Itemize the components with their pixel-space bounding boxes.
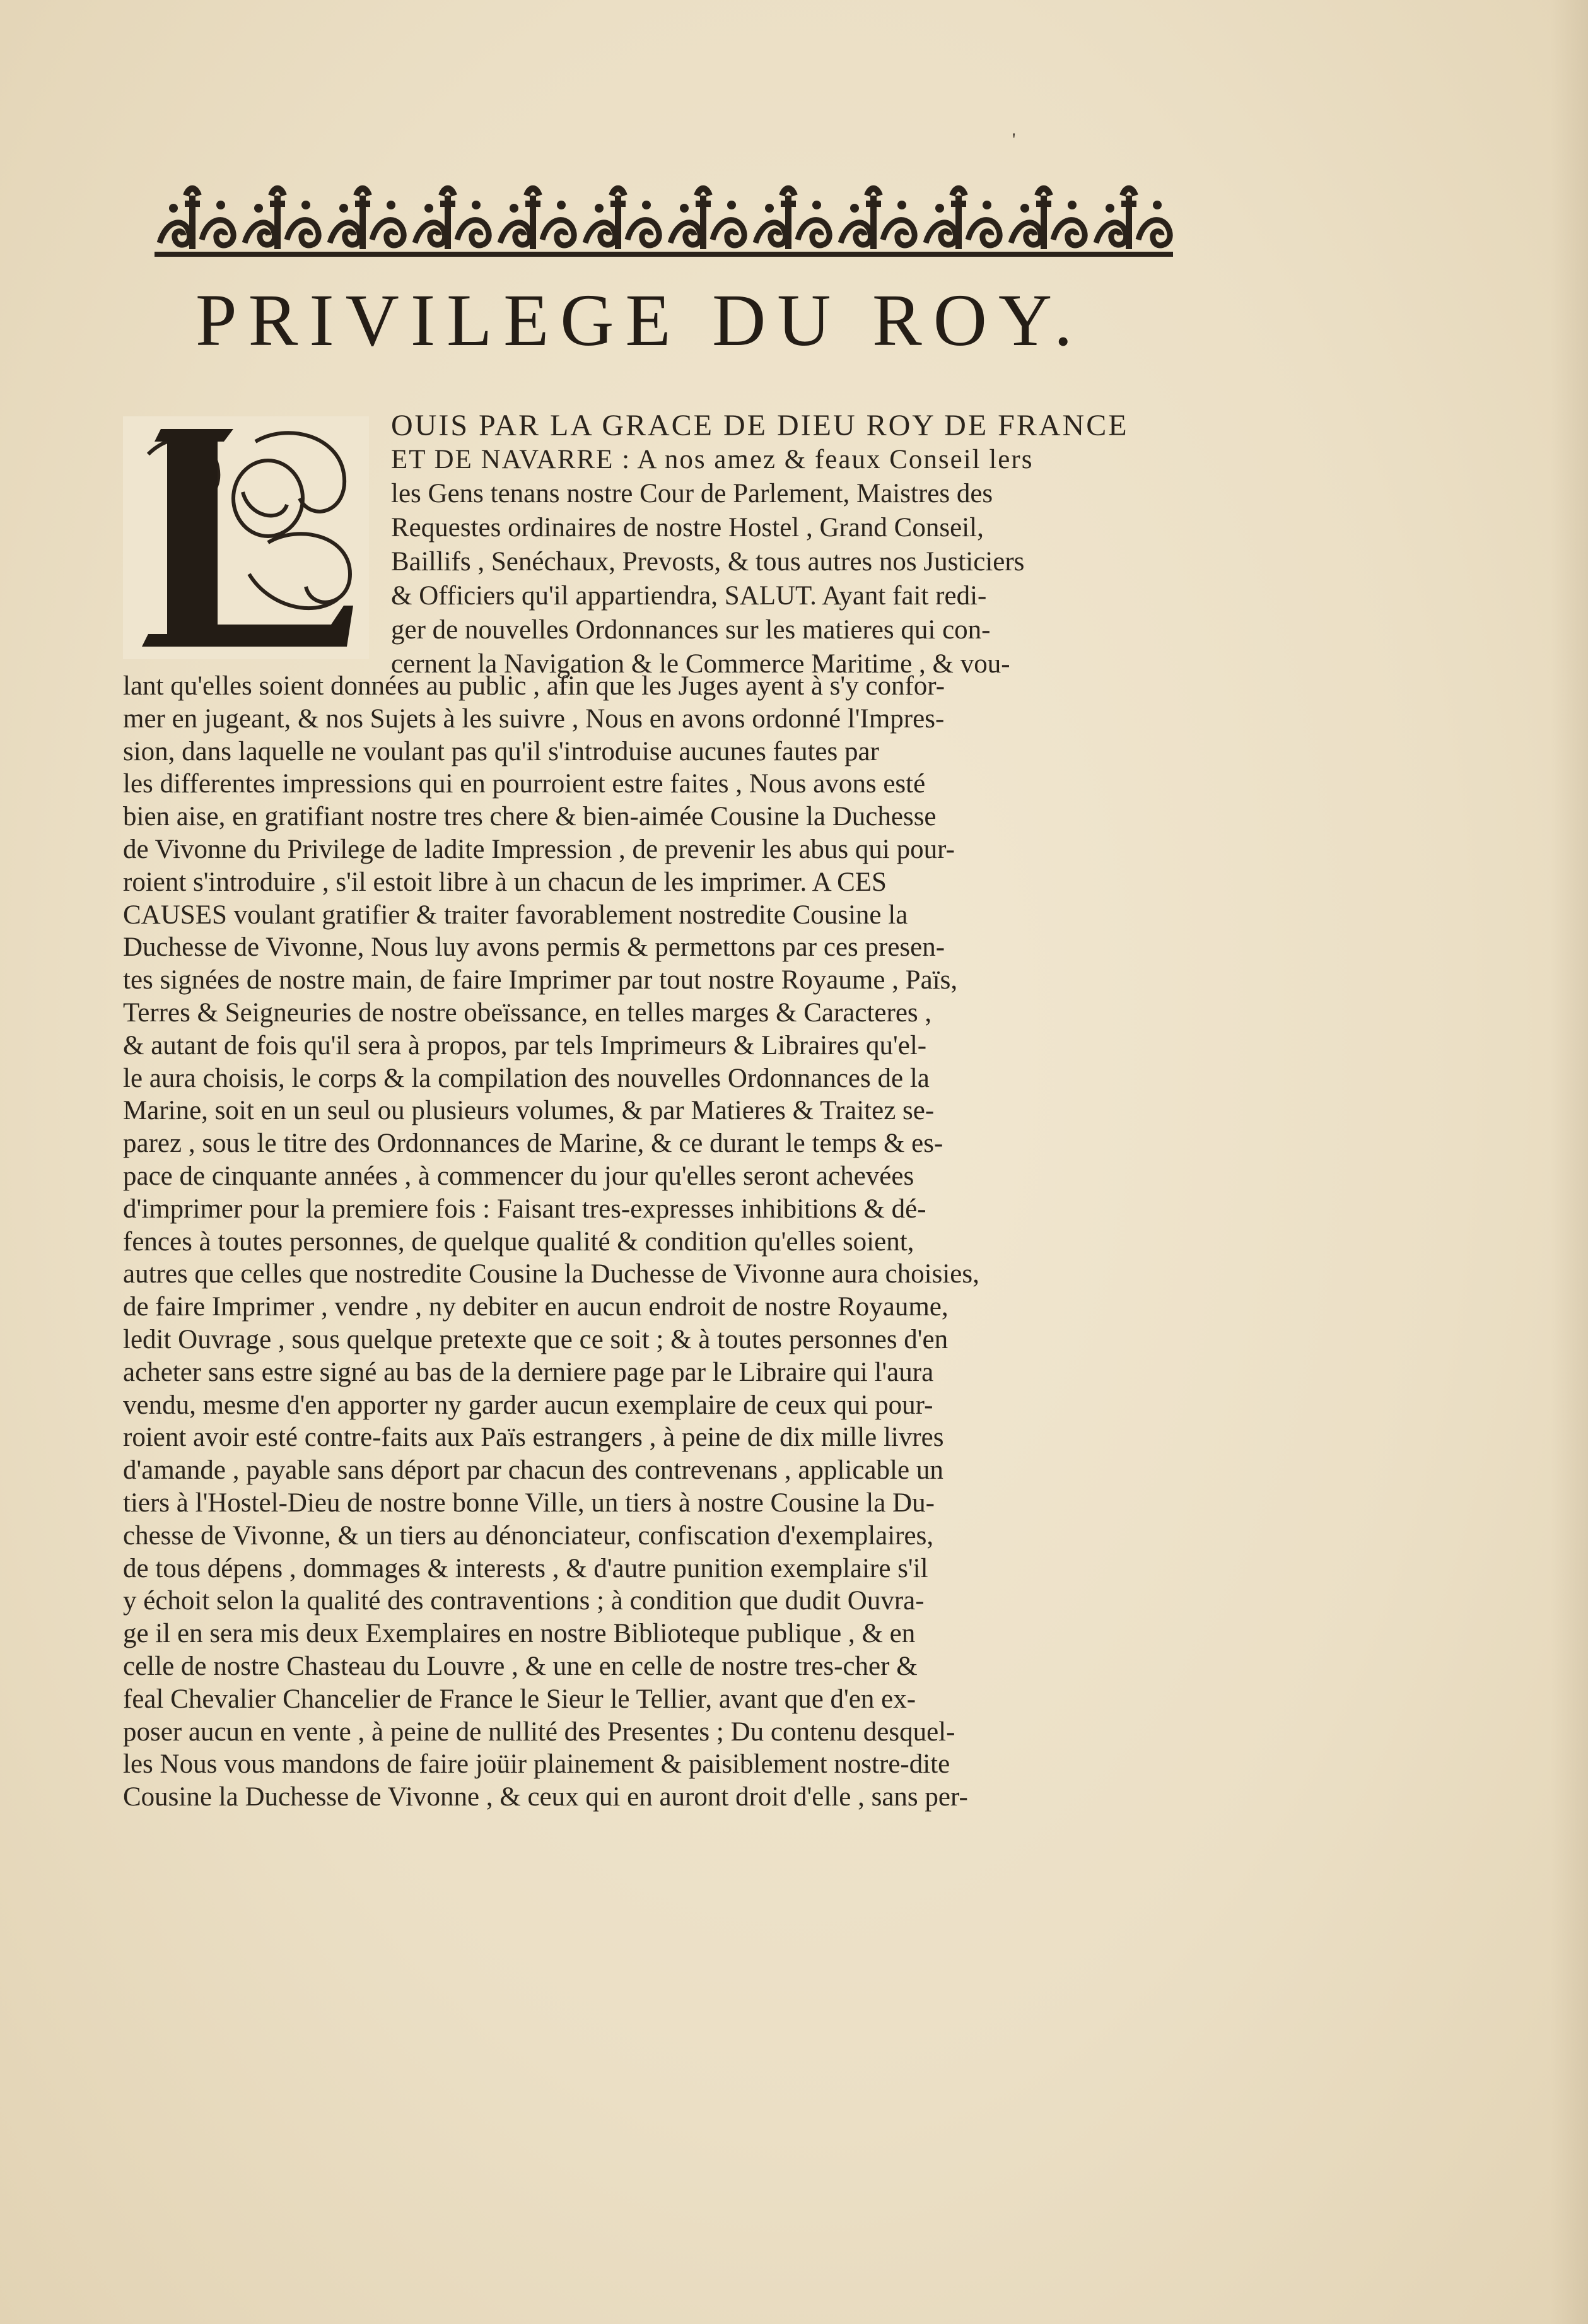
text-line: de Vivonne du Privilege de ladite Impression , de prevenir les abus qui pour-	[123, 834, 955, 864]
text-line: parez , sous le titre des Ordonnances de Marine, & ce durant le temps & es-	[123, 1129, 943, 1159]
text-line: le aura choisis, le corps & la compilation des nouvelles Ordonnances de la	[123, 1063, 930, 1093]
text-line: vendu, mesme d'en apporter ny garder aucun exemplaire de ceux qui pour-	[123, 1390, 933, 1420]
privilege-body-text	[123, 670, 1173, 1814]
text-line: tes signées de nostre main, de faire Imprimer par tout nostre Royaume , Païs,	[123, 965, 958, 995]
text-line: fences à toutes personnes, de quelque qualité & condition qu'elles soient,	[123, 1226, 914, 1257]
page-title: PRIVILEGE DU ROY.	[196, 279, 1084, 361]
page-edge-shadow	[1550, 0, 1588, 2324]
text-line: Cousine la Duchesse de Vivonne , & ceux qui en auront droit d'elle , sans per-	[123, 1782, 968, 1812]
text-line: sion, dans laquelle ne voulant pas qu'il s'introduise aucunes fautes par	[123, 736, 879, 766]
text-line: ledit Ouvrage , sous quelque pretexte que ce soit ; & à toutes personnes d'en	[123, 1324, 949, 1354]
head-line: ger de nouvelles Ordonnances sur les matieres qui con-	[391, 615, 991, 645]
decorated-dropcap	[123, 416, 369, 659]
head-line: & Officiers qu'il appartiendra, SALUT. Ayant fait redi-	[391, 581, 987, 611]
head-line: les Gens tenans nostre Cour de Parlement, Maistres des	[391, 479, 993, 508]
text-line: roient s'introduire , s'il estoit libre à un chacun de les imprimer. A CES	[123, 867, 887, 897]
head-line: Baillifs , Senéchaux, Prevosts, & tous autres nos Justiciers	[391, 547, 1025, 577]
text-line: roient avoir esté contre-faits aux Païs estrangers , à peine de dix mille livres	[123, 1423, 944, 1453]
page-mark: '	[1012, 129, 1016, 150]
text-line: les Nous vous mandons de faire joüir plainement & paisiblement nostre-dite	[123, 1749, 950, 1780]
text-line: mer en jugeant, & nos Sujets à les suivre , Nous en avons ordonné l'Impres-	[123, 703, 945, 734]
text-line: d'amande , payable sans déport par chacun des contrevenans , applicable un	[123, 1455, 943, 1486]
text-line: poser aucun en vente , à peine de nullité des Presentes ; Du contenu desquel-	[123, 1717, 955, 1747]
head-line: Requestes ordinaires de nostre Hostel , Grand Conseil,	[391, 513, 984, 543]
text-line: les differentes impressions qui en pourroient estre faites , Nous avons esté	[123, 769, 926, 799]
text-line: feal Chevalier Chancelier de France le Sieur le Tellier, avant que d'en ex-	[123, 1684, 916, 1714]
text-line: tiers à l'Hostel-Dieu de nostre bonne Ville, un tiers à nostre Cousine la Du-	[123, 1488, 935, 1518]
text-line: d'imprimer pour la premiere fois : Faisant tres-expresses inhibitions & dé-	[123, 1194, 926, 1224]
text-line: & autant de fois qu'il sera à propos, par tels Imprimeurs & Libraires qu'el-	[123, 1030, 927, 1060]
text-line: CAUSES voulant gratifier & traiter favorablement nostredite Cousine la	[123, 900, 908, 930]
head-line: OUIS PAR LA GRACE DE DIEU ROY DE FRANCE	[391, 409, 1129, 442]
text-line: Terres & Seigneuries de nostre obeïssance, en telles marges & Caracteres ,	[123, 997, 932, 1028]
text-line: chesse de Vivonne, & un tiers au dénonciateur, confiscation d'exemplaires,	[123, 1520, 934, 1551]
text-line: y échoit selon la qualité des contraventions ; à condition que dudit Ouvra-	[123, 1586, 925, 1616]
text-line: celle de nostre Chasteau du Louvre , & une en celle de nostre tres-cher &	[123, 1651, 918, 1681]
ornamental-headpiece	[155, 180, 1173, 262]
text-line: lant qu'elles soient données au public , afin que les Juges ayent à s'y confor-	[123, 671, 945, 701]
text-line: Duchesse de Vivonne, Nous luy avons permis & permettons par ces presen-	[123, 932, 945, 963]
head-line: cernent la Navigation & le Commerce Maritime , & vou-	[391, 649, 1010, 679]
text-line: bien aise, en gratifiant nostre tres chere & bien-aimée Cousine la Duchesse	[123, 802, 937, 832]
text-line: de faire Imprimer , vendre , ny debiter en aucun endroit de nostre Royaume,	[123, 1292, 949, 1322]
text-line: de tous dépens , dommages & interests , & d'autre punition exemplaire s'il	[123, 1553, 928, 1583]
text-line: pace de cinquante années , à commencer du jour qu'elles seront achevées	[123, 1161, 914, 1191]
text-line: ge il en sera mis deux Exemplaires en nostre Biblioteque publique , & en	[123, 1619, 916, 1649]
head-line: ET DE NAVARRE : A nos amez & feaux Conseil lers	[391, 445, 1034, 474]
text-line: acheter sans estre signé au bas de la derniere page par le Libraire qui l'aura	[123, 1357, 934, 1387]
text-line: autres que celles que nostredite Cousine la Duchesse de Vivonne aura choisies,	[123, 1259, 979, 1289]
text-line: Marine, soit en un seul ou plusieurs volumes, & par Matieres & Traitez se-	[123, 1096, 935, 1126]
